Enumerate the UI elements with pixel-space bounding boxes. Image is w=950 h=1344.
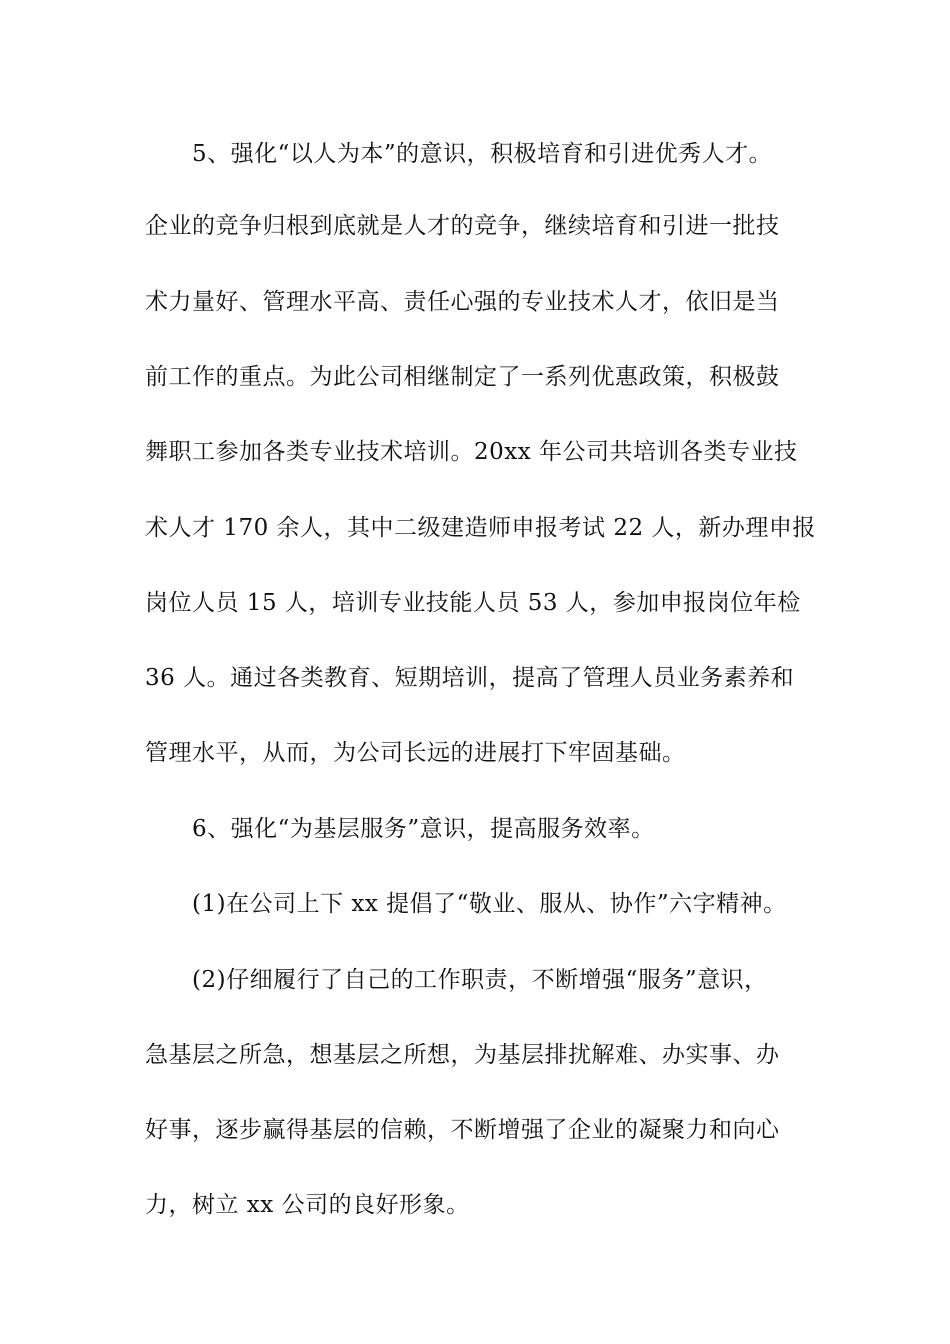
- paragraph-heading-6: 6、强化“为基层服务”意识，提高服务效率。: [192, 816, 655, 842]
- text-line: 舞职工参加各类专业技术培训。20xx 年公司共培训各类专业技: [145, 439, 798, 465]
- text-line: 管理水平，从而，为公司长远的进展打下牢固基础。: [145, 740, 686, 766]
- text-line: 企业的竞争归根到底就是人才的竞争，继续培育和引进一批技: [145, 213, 780, 239]
- list-item-2: (2)仔细履行了自己的工作职责，不断增强“服务”意识，: [192, 967, 768, 993]
- paragraph-heading-5: 5、强化“以人为本”的意识，积极培育和引进优秀人才。: [192, 141, 773, 167]
- text-line: 急基层之所急，想基层之所想，为基层排扰解难、办实事、办: [145, 1042, 780, 1068]
- text-line: 岗位人员 15 人，培训专业技能人员 53 人，参加申报岗位年检: [145, 590, 801, 616]
- text-line: 术人才 170 余人，其中二级建造师申报考试 22 人，新办理申报: [145, 515, 816, 541]
- list-item-1: (1)在公司上下 xx 提倡了“敬业、服从、协作”六字精神。: [192, 891, 787, 917]
- text-line: 36 人。通过各类教育、短期培训，提高了管理人员业务素养和: [145, 665, 795, 691]
- text-line: 术力量好、管理水平高、责任心强的专业技术人才，依旧是当: [145, 289, 780, 315]
- text-line: 前工作的重点。为此公司相继制定了一系列优惠政策，积极鼓: [145, 364, 780, 390]
- text-line: 力，树立 xx 公司的良好形象。: [145, 1192, 470, 1218]
- text-line: 好事，逐步赢得基层的信赖，不断增强了企业的凝聚力和向心: [145, 1117, 780, 1143]
